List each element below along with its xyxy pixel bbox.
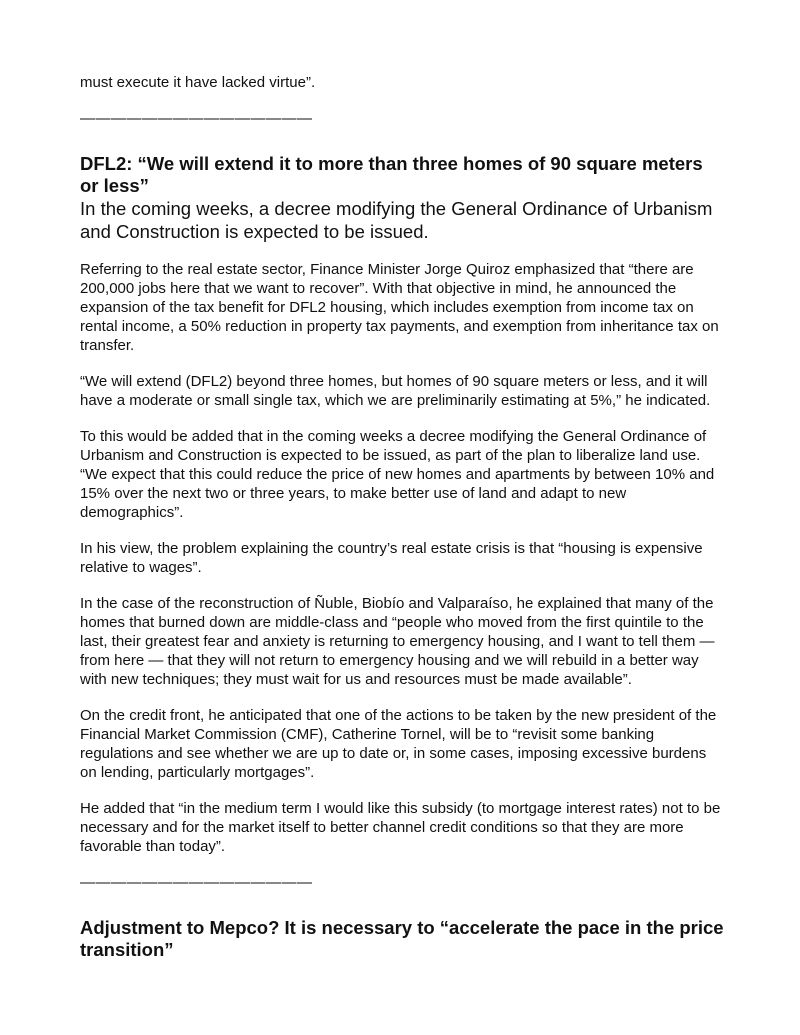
paragraph-credit-front: On the credit front, he anticipated that one of the actions to be taken by the new president of the Financial Market Commission (CMF), Catherine Tornel, will be to “revisit some banking regulations and see whether we are up to date or, in some cases, imposing excessive burdens on lending, particularly mortgages”. xyxy=(80,707,717,781)
paragraph-reconstruction: In the case of the reconstruction of Ñuble, Biobío and Valparaíso, he explained that many of the homes that burned down are middle-class and “people who moved from the first quintile to the last, their greatest fear and anxiety is returning to emergency housing, and I want to tell them — from here — that they will not return to emergency housing and we will rebuild in a better way with new techniques; they must wait for us and resources must be made available”. xyxy=(80,595,715,688)
section-subheading-dfl2: In the coming weeks, a decree modifying the General Ordinance of Urbanism and Construction is expected to be issued. xyxy=(80,198,713,242)
paragraph-housing-crisis: In his view, the problem explaining the country’s real estate crisis is that “housing is expensive relative to wages”. xyxy=(80,540,703,576)
section-divider: ——————————————— xyxy=(80,110,313,127)
intro-paragraph-tail: must execute it have lacked virtue”. xyxy=(80,74,316,91)
paragraph-extend-dfl2: “We will extend (DFL2) beyond three homes, but homes of 90 square meters or less, and it will have a moderate or small single tax, which we are preliminarily estimating at 5%,” he indicated. xyxy=(80,373,711,409)
section-divider: ——————————————— xyxy=(80,874,313,891)
paragraph-real-estate: Referring to the real estate sector, Finance Minister Jorge Quiroz emphasized that “there are 200,000 jobs here that we want to recover”. With that objective in mind, he announced the expansion of the tax benefit for DFL2 housing, which includes exemption from income tax on rental income, a 50% reduction in property tax payments, and exemption from inheritance tax on transfer. xyxy=(80,261,719,354)
section-heading-dfl2: DFL2: “We will extend it to more than three homes of 90 square meters or less” xyxy=(80,153,703,196)
paragraph-decree: To this would be added that in the coming weeks a decree modifying the General Ordinance of Urbanism and Construction is expected to be issued, as part of the plan to liberalize land use. “We expect that this could reduce the price of new homes and apartments by between 10% and 15% over the next two or three years, to make better use of land and adapt to new demographics”. xyxy=(80,428,715,521)
section-heading-mepco: Adjustment to Mepco? It is necessary to “accelerate the pace in the price transition” xyxy=(80,917,724,960)
document-page xyxy=(80,73,725,961)
paragraph-subsidy: He added that “in the medium term I would like this subsidy (to mortgage interest rates) not to be necessary and for the market itself to better channel credit conditions so that they are more favorable than today”. xyxy=(80,800,721,855)
